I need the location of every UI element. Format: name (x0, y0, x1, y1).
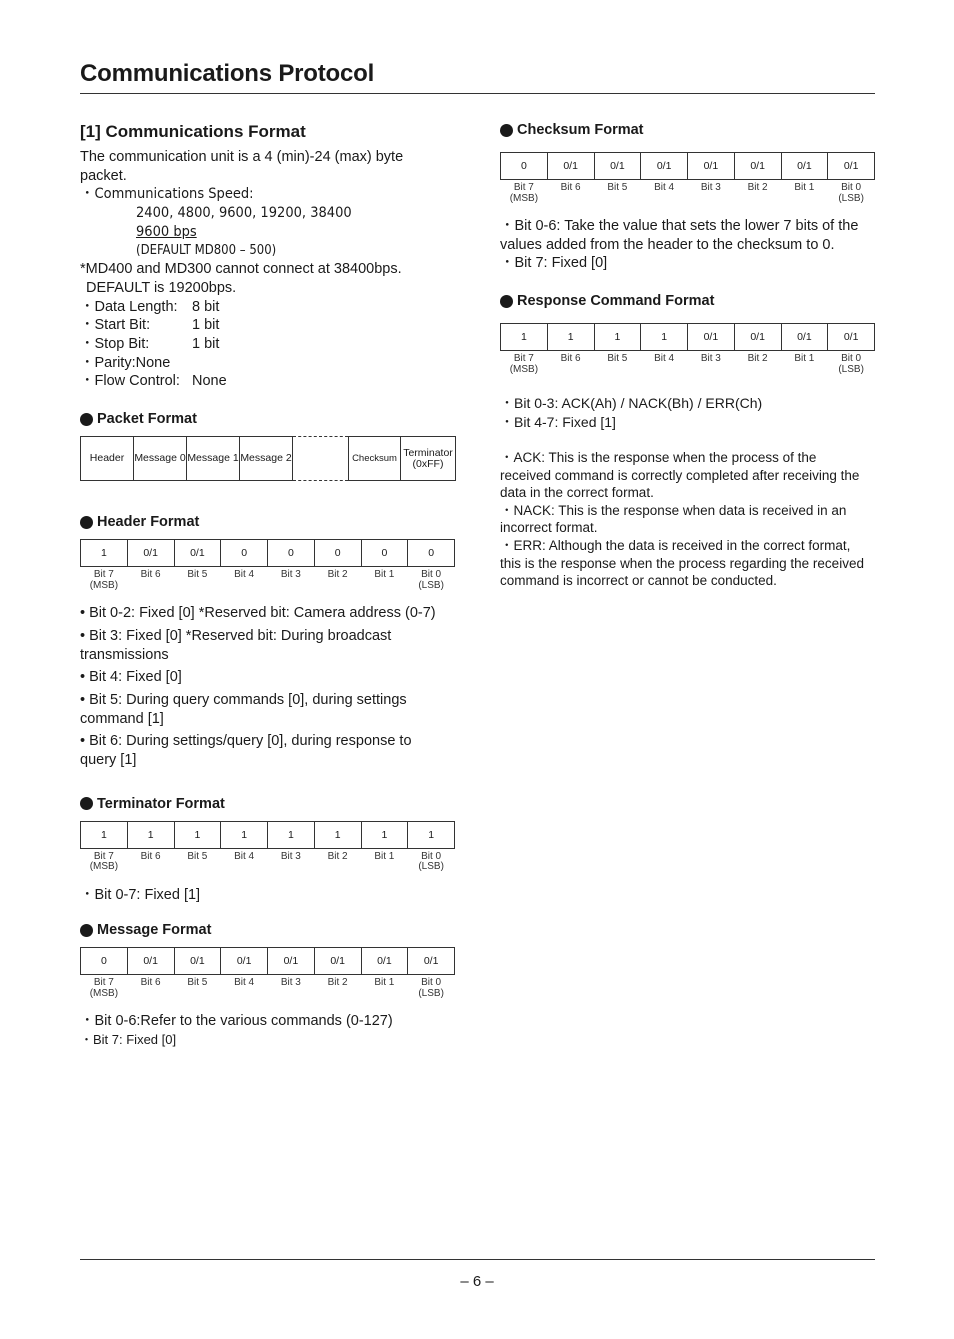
bit-label: Bit 1 (794, 353, 815, 365)
bit-value: 0 (81, 948, 128, 975)
bit-label: Bit 3 (280, 569, 301, 581)
packet-cell-ellipsis (293, 437, 349, 481)
bit-label: Bit 6 (140, 569, 161, 581)
title-rule (80, 93, 875, 94)
bit-value: 0 (314, 540, 361, 567)
bit-label: Bit 7 (MSB) (89, 977, 119, 999)
setting-key: ・Stop Bit: (80, 336, 150, 353)
bit-value: 1 (314, 821, 361, 848)
setting-key: ・Data Length: (80, 298, 178, 315)
header-format-heading-text: Header Format (97, 514, 200, 531)
checksum-format-table (500, 152, 875, 205)
md-note-2: DEFAULT is 19200bps. (86, 279, 237, 296)
err-explanation: ・ERR: Although the data is received in the correct format, this is the response when the process regarding the received command is incorrect or cannot be conducted. (500, 538, 864, 589)
bit-value: 0/1 (734, 324, 781, 351)
setting-key: ・Parity:None (80, 354, 171, 371)
header-note-3: • Bit 4: Fixed [0] (80, 669, 182, 686)
bit-label: Bit 1 (374, 569, 395, 581)
bullet-dot-icon (80, 924, 93, 937)
setting-row (80, 298, 460, 317)
setting-row (80, 335, 460, 354)
bit-value: 1 (408, 821, 455, 848)
bit-value: 0/1 (174, 948, 221, 975)
response-format-table (500, 323, 875, 376)
bullet-dot-icon (500, 295, 513, 308)
bit-value: 0/1 (828, 153, 875, 180)
packet-cell-message-2: Message 2 (240, 437, 293, 481)
speed-default-note: (DEFAULT MD800 – 500) (136, 242, 277, 258)
footer-rule (80, 1259, 875, 1260)
checksum-note-2: ・Bit 7: Fixed [0] (500, 255, 608, 272)
bit-value: 0/1 (641, 153, 688, 180)
terminator-format-table (80, 821, 455, 874)
packet-cell-checksum: Checksum (349, 437, 401, 481)
md-note-1: *MD400 and MD300 cannot connect at 38400bps. (80, 261, 402, 278)
bit-label: Bit 4 (654, 353, 675, 365)
message-format-heading-text: Message Format (97, 922, 212, 939)
bit-label: Bit 0 (LSB) (838, 353, 864, 375)
bit-label: Bit 1 (374, 850, 395, 862)
page-number: – 6 – (460, 1273, 494, 1290)
bit-label: Bit 3 (280, 977, 301, 989)
bit-value: 1 (81, 540, 128, 567)
bit-value: 0 (408, 540, 455, 567)
bit-value: 0/1 (408, 948, 455, 975)
header-format-table (80, 539, 455, 592)
bit-label: Bit 1 (794, 182, 815, 193)
bit-label: Bit 2 (327, 977, 348, 989)
bit-label: Bit 6 (140, 850, 161, 862)
packet-format-table (80, 436, 456, 481)
packet-format-heading-text: Packet Format (97, 411, 197, 428)
bit-label: Bit 6 (560, 353, 581, 365)
response-note-2: ・Bit 4-7: Fixed [1] (500, 414, 616, 431)
bit-value: 0/1 (174, 540, 221, 567)
bit-value: 0/1 (547, 153, 594, 180)
section-heading: [1] Communications Format (80, 122, 306, 141)
bit-label: Bit 3 (700, 353, 721, 365)
bit-value: 1 (361, 821, 408, 848)
setting-row (80, 316, 460, 335)
bit-label: Bit 7 (MSB) (89, 569, 119, 591)
ack-explanation: ・ACK: This is the response when the process of the received command is correctly completed after receiving the data in the correct format. (500, 450, 860, 501)
bit-label: Bit 1 (374, 977, 395, 989)
bit-label: Bit 5 (607, 353, 628, 365)
checksum-note-1: ・Bit 0-6: Take the value that sets the lower 7 bits of the values added from the header to the checksum to 0. (500, 218, 859, 253)
bit-value: 1 (501, 324, 548, 351)
bit-value: 0 (268, 540, 315, 567)
bit-value: 0/1 (221, 948, 268, 975)
header-note-4: • Bit 5: During query commands [0], during settings command [1] (80, 691, 407, 727)
bit-label: Bit 4 (234, 977, 255, 989)
response-format-heading-text: Response Command Format (517, 293, 715, 310)
message-format-heading (80, 922, 460, 938)
bullet-dot-icon (500, 124, 513, 137)
bit-label: Bit 4 (234, 569, 255, 581)
header-format-heading (80, 514, 460, 530)
bit-label: Bit 2 (747, 353, 768, 365)
bit-value: 0 (221, 540, 268, 567)
bit-label: Bit 3 (700, 182, 721, 193)
bit-value: 1 (268, 821, 315, 848)
bit-label: Bit 2 (327, 569, 348, 581)
bit-label: Bit 7 (MSB) (89, 850, 119, 873)
bit-value: 1 (221, 821, 268, 848)
bit-value: 0/1 (127, 540, 174, 567)
packet-format-heading (80, 411, 460, 427)
bit-value: 1 (81, 821, 128, 848)
nack-explanation: ・NACK: This is the response when data is received in an incorrect format. (500, 502, 847, 536)
bit-label: Bit 5 (187, 569, 208, 581)
setting-value: 1 bit (192, 317, 220, 334)
bit-value: 0 (501, 153, 548, 180)
bit-label: Bit 5 (607, 182, 628, 193)
setting-key: ・Start Bit: (80, 317, 151, 334)
bit-label: Bit 7 (MSB) (509, 182, 539, 204)
setting-row (80, 372, 460, 391)
bit-value: 1 (174, 821, 221, 848)
bit-label: Bit 6 (560, 182, 581, 193)
setting-value: 8 bit (192, 298, 220, 315)
bit-label: Bit 2 (747, 182, 768, 193)
bit-label: Bit 4 (654, 182, 675, 193)
header-note-5: • Bit 6: During settings/query [0], during response to query [1] (80, 733, 412, 769)
bit-value: 1 (547, 324, 594, 351)
terminator-format-heading-text: Terminator Format (97, 795, 225, 812)
bit-value: 0/1 (594, 153, 641, 180)
bit-label: Bit 0 (LSB) (418, 569, 444, 591)
setting-value: 1 bit (192, 336, 220, 353)
settings-list (80, 298, 460, 392)
terminator-note-1: ・Bit 0-7: Fixed [1] (80, 886, 201, 903)
header-note-1: • Bit 0-2: Fixed [0] *Reserved bit: Camera address (0-7) (80, 605, 436, 622)
checksum-format-heading-text: Checksum Format (517, 122, 644, 138)
speed-values: 2400, 4800, 9600, 19200, 38400 (136, 205, 352, 222)
bit-value: 0/1 (781, 324, 828, 351)
packet-cell-message-1: Message 1 (187, 437, 240, 481)
right-column (500, 122, 880, 590)
bit-value: 1 (641, 324, 688, 351)
bit-label: Bit 2 (327, 850, 348, 862)
packet-cell-header: Header (81, 437, 134, 481)
checksum-format-heading (500, 122, 880, 138)
bullet-dot-icon (80, 516, 93, 529)
left-column (80, 122, 460, 1049)
page-title: Communications Protocol (80, 60, 375, 87)
bit-label: Bit 0 (LSB) (418, 977, 444, 999)
header-note-2: • Bit 3: Fixed [0] *Reserved bit: During broadcast transmissions (80, 627, 392, 663)
speed-label: ・Communications Speed: (80, 186, 254, 203)
setting-row (80, 354, 460, 373)
message-note-1: ・Bit 0-6:Refer to the various commands (0-127) (80, 1013, 393, 1030)
bit-value: 0/1 (361, 948, 408, 975)
bullet-dot-icon (80, 413, 93, 426)
bit-value: 0/1 (268, 948, 315, 975)
bit-value: 0/1 (828, 324, 875, 351)
bullet-dot-icon (80, 797, 93, 810)
response-note-1: ・Bit 0-3: ACK(Ah) / NACK(Bh) / ERR(Ch) (500, 395, 763, 412)
terminator-format-heading (80, 796, 460, 812)
packet-cell-message-0: Message 0 (134, 437, 187, 481)
bit-value: 0/1 (688, 324, 735, 351)
setting-value: None (192, 373, 227, 390)
bit-label: Bit 0 (LSB) (838, 182, 864, 204)
bit-value: 1 (127, 821, 174, 848)
bit-value: 0/1 (781, 153, 828, 180)
bit-value: 1 (594, 324, 641, 351)
bit-label: Bit 7 (MSB) (509, 353, 539, 375)
bit-label: Bit 5 (187, 977, 208, 989)
packet-cell-terminator: Terminator (0xFF) (401, 437, 456, 481)
response-format-heading (500, 293, 880, 309)
bit-value: 0/1 (734, 153, 781, 180)
bit-value: 0/1 (127, 948, 174, 975)
bit-label: Bit 4 (234, 850, 255, 862)
bit-label: Bit 5 (187, 850, 208, 862)
message-format-table (80, 947, 455, 1000)
setting-key: ・Flow Control: (80, 373, 180, 390)
bit-label: Bit 3 (280, 850, 301, 862)
bit-label: Bit 0 (LSB) (418, 850, 444, 873)
bit-value: 0/1 (688, 153, 735, 180)
bit-value: 0/1 (314, 948, 361, 975)
bit-value: 0 (361, 540, 408, 567)
message-note-2: ・Bit 7: Fixed [0] (80, 1032, 177, 1048)
bit-label: Bit 6 (140, 977, 161, 989)
speed-default-value: 9600 bps (136, 223, 197, 240)
intro-text: The communication unit is a 4 (min)-24 (max) byte packet. (80, 149, 404, 184)
